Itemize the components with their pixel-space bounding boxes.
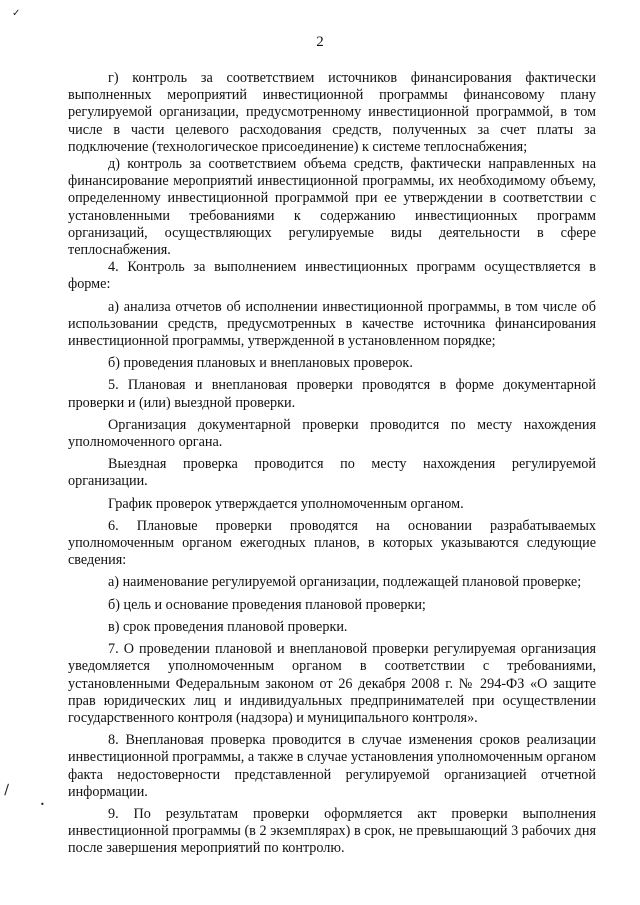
paragraph-d: д) контроль за соответствием объема средств, фактически направленных на финансирование мероприятий инвестиционной программы, их необходимому объему, определенному инвестиционной программой при ее утверждении в соответствии с установленными требованиями к содержанию инвестиционных программ организаций, осуществляющих регулируемые виды деятельности в сфере теплоснабжения. (68, 156, 596, 259)
paragraph-4b: б) проведения плановых и внеплановых проверок. (108, 355, 413, 372)
paragraph-7: 7. О проведении плановой и внеплановой проверки регулируемая организация уведомляется уполномоченным органом в соответствии с требованиями, установленными Федеральным законом от 26 декабря 2008 г. № 294-ФЗ «О защите прав юридических лиц и индивидуальных предпринимателей при осуществлении государственного контроля (надзора) и муниципального контроля». (68, 641, 596, 726)
scan-dot-left-margin: • (40, 800, 45, 809)
paragraph-9: 9. По результатам проверки оформляется акт проверки выполнения инвестиционной программы (в 2 экземплярах) в срок, не превышающий 3 рабочих дня после завершения мероприятий по контролю. (68, 805, 596, 857)
paragraph-8: 8. Внеплановая проверка проводится в случае изменения сроков реализации инвестиционной программы, а также в случае установления уполномоченным органом факта недостоверности представленной регулируемой организацией отчетной информации. (68, 732, 596, 800)
scan-mark-top-left: ✓ (12, 8, 21, 19)
paragraph-6a: а) наименование регулируемой организации, подлежащей плановой проверке; (108, 574, 582, 591)
paragraph-4: 4. Контроль за выполнением инвестиционных программ осуществляется в форме: (68, 259, 596, 293)
paragraph-6v: в) срок проведения плановой проверки. (108, 618, 348, 635)
paragraph-5-onsite: Выездная проверка проводится по месту нахождения регулируемой организации. (68, 456, 596, 490)
paragraph-6b: б) цель и основание проведения плановой проверки; (108, 596, 426, 613)
paragraph-g: г) контроль за соответствием источников финансирования фактически выполненных мероприятий инвестиционной программы финансовому плану регулируемой организации, предусмотренному инвестиционной программой, в том числе в части целевого расходования средств, полученных за счет платы за подключение (технологическое присоединение) к системе теплоснабжения; (68, 70, 596, 155)
paragraph-5-schedule: График проверок утверждается уполномоченным органом. (108, 495, 464, 512)
paragraph-5: 5. Плановая и внеплановая проверки проводятся в форме документарной проверки и (или) выездной проверки. (68, 377, 596, 411)
paragraph-4a: а) анализа отчетов об исполнении инвестиционной программы, в том числе об использовании средств, предусмотренных в качестве источника финансирования инвестиционной программы, утвержденной в установленном порядке; (68, 298, 596, 350)
document-body (68, 70, 596, 858)
scan-mark-left-margin: \ (0, 782, 13, 798)
paragraph-5-documentary: Организация документарной проверки проводится по месту нахождения уполномоченного органа. (68, 416, 596, 451)
page-number: 2 (316, 34, 324, 50)
paragraph-6: 6. Плановые проверки проводятся на основании разрабатываемых уполномоченным органом ежегодных планов, в которых указываются следующие сведения: (68, 517, 596, 569)
